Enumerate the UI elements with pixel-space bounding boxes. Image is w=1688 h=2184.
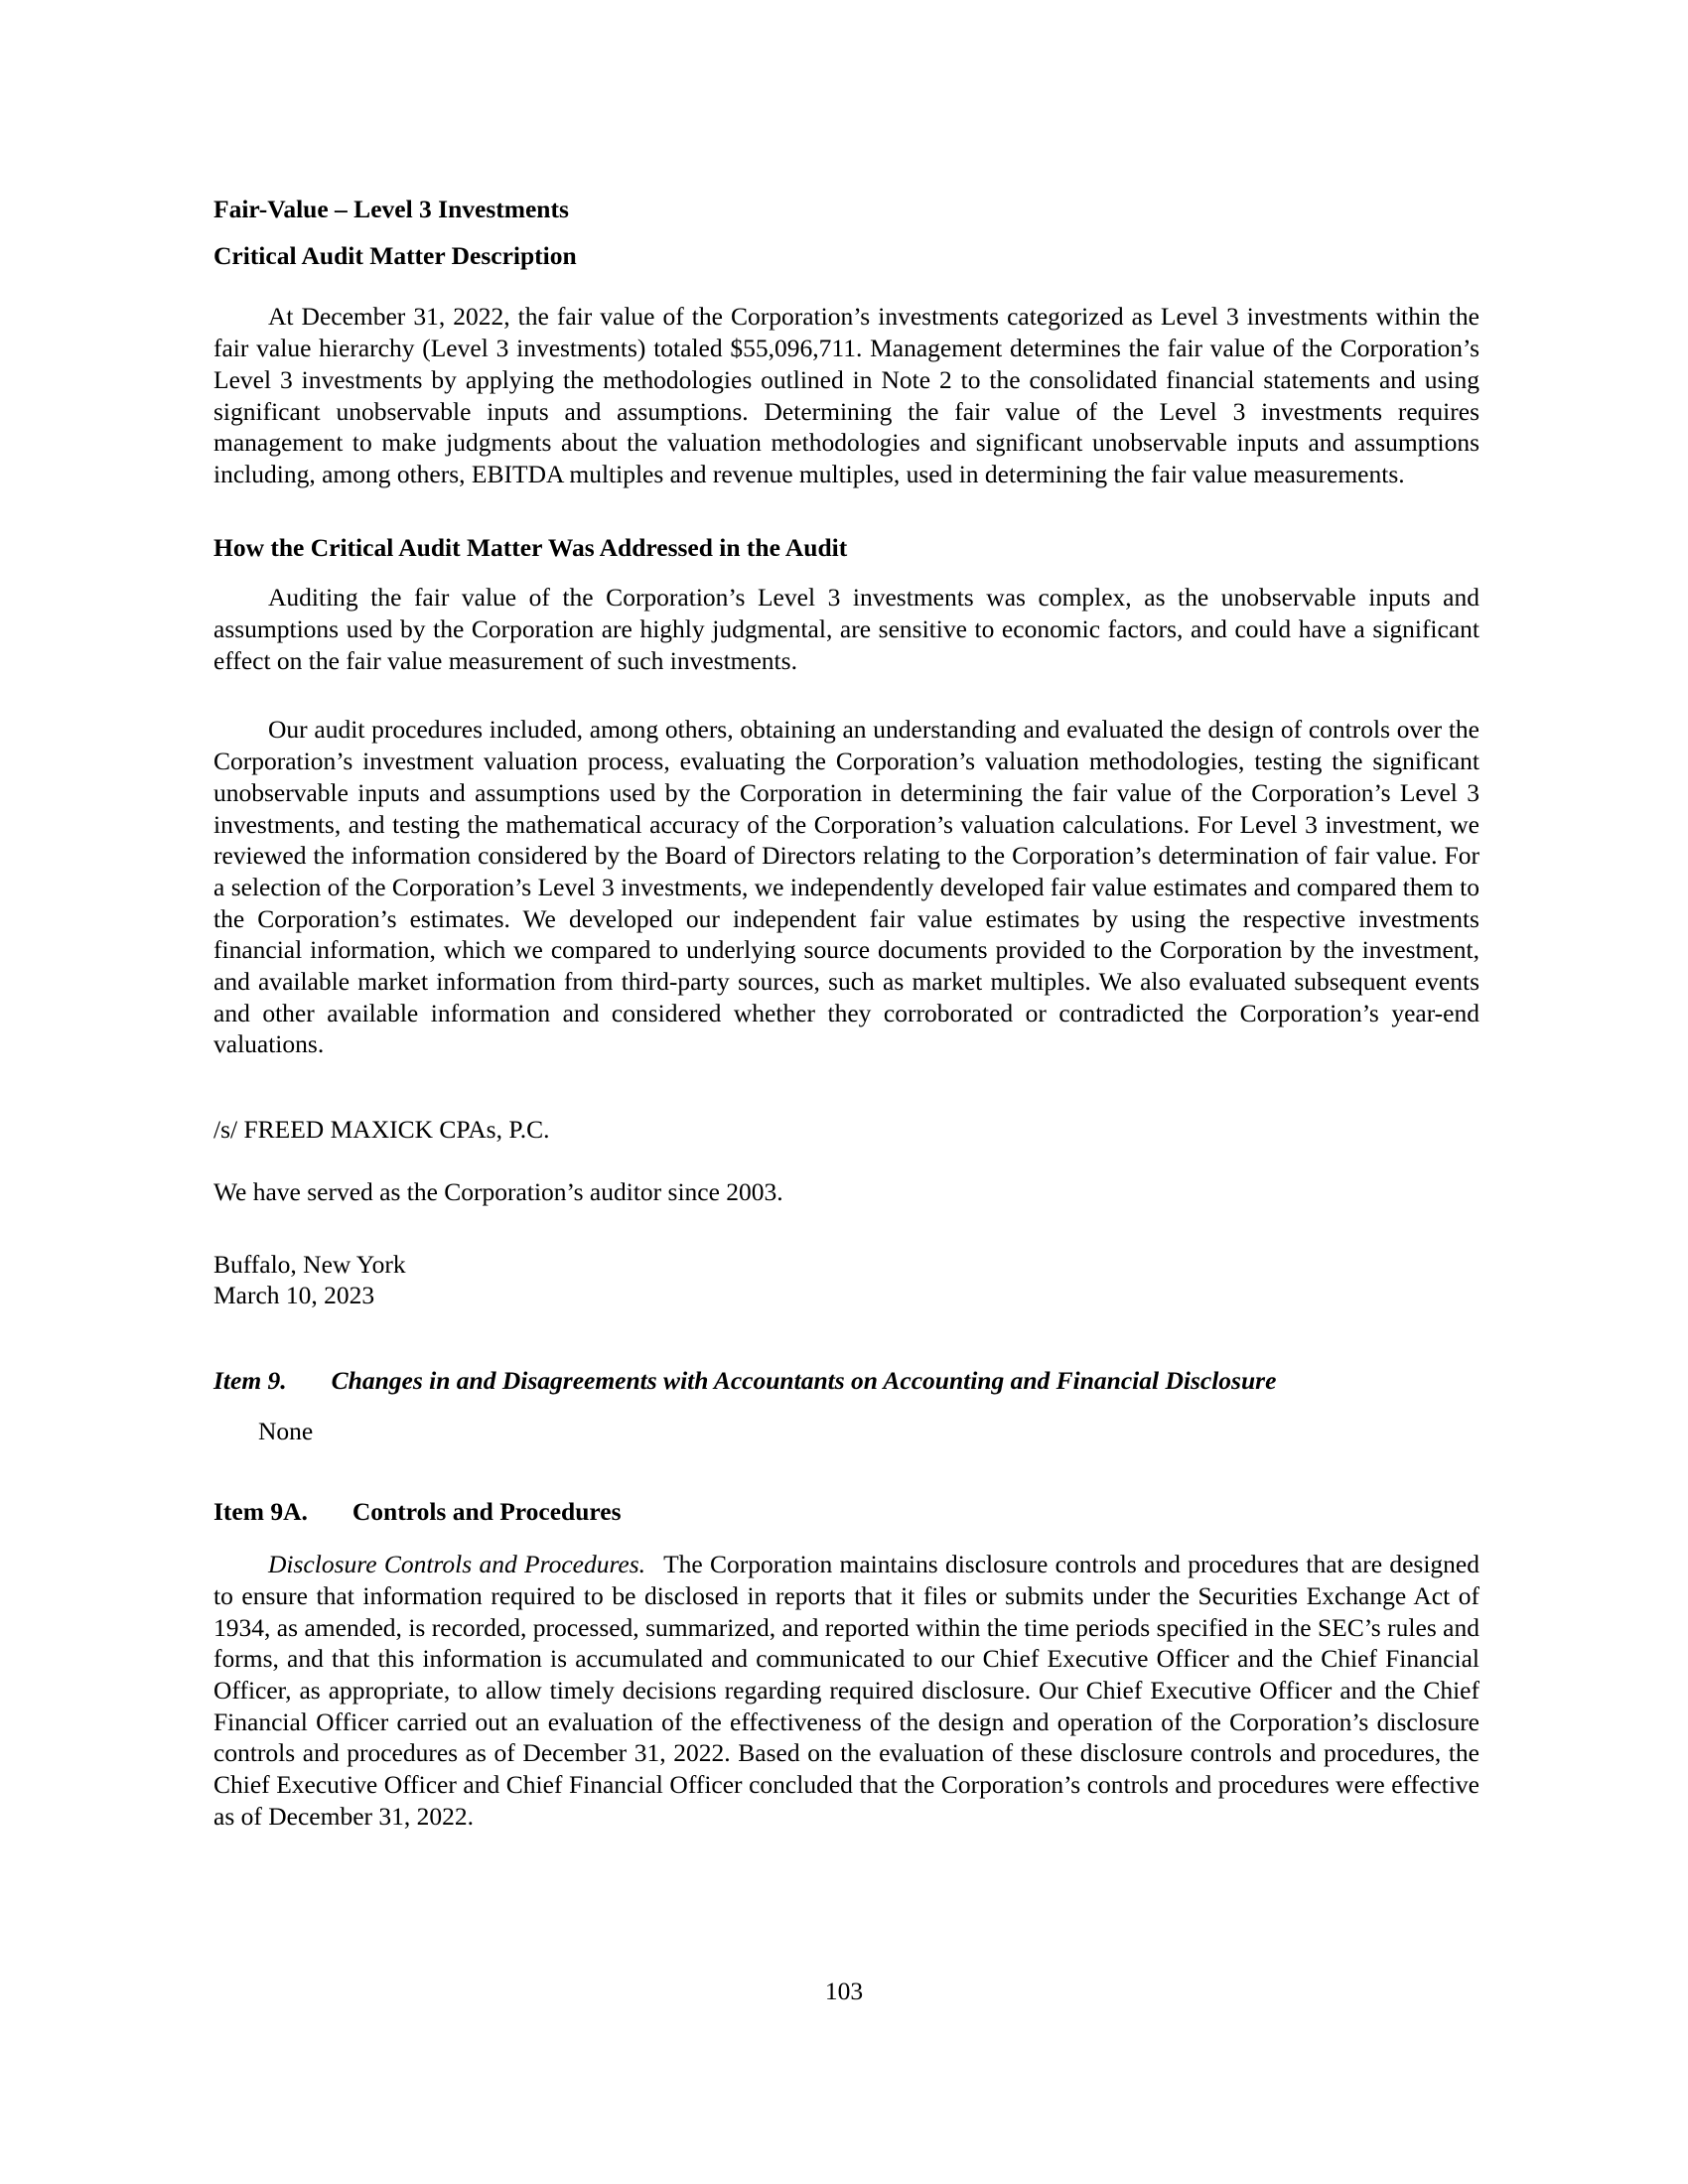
signature-city-line: Buffalo, New York — [213, 1249, 406, 1279]
page-number: 103 — [824, 1977, 864, 2005]
heading-how-addressed-in-audit: How the Critical Audit Matter Was Addressed in the Audit — [213, 532, 848, 562]
auditor-tenure-line: We have served as the Corporation’s auditor since 2003. — [213, 1176, 783, 1206]
heading-fair-value-level3: Fair-Value – Level 3 Investments — [213, 195, 569, 223]
item-9a-title: Controls and Procedures — [352, 1497, 622, 1527]
heading-item-9 — [213, 1365, 1479, 1397]
heading-critical-audit-matter-description: Critical Audit Matter Description — [213, 240, 577, 270]
paragraph-critical-audit-matter: At December 31, 2022, the fair value of the Corporation’s investments categorized as Level 3 investments within the fair value hierarchy (Level 3 investments) totaled $55,096,711. Management determines the fair value of the Corporation’s Level 3 investments by applying the methodologies outlined in Note 2 to the consolidated financial statements and using significant unobservable inputs and assumptions. Determining the fair value of the Level 3 investments requires management to make judgments about the valuation methodologies and significant unobservable inputs and assumptions including, among others, EBITDA multiples and revenue multiples, used in determining the fair value measurements. — [213, 302, 1479, 488]
paragraph-audit-procedures: Our audit procedures included, among others, obtaining an understanding and evaluated the design of controls over the Corporation’s investment valuation process, evaluating the Corporation’s valuation methodologies, testing the significant unobservable inputs and assumptions used by the Corporation in determining the fair value of the Corporation’s Level 3 investments, and testing the mathematical accuracy of the Corporation’s valuation calculations. For Level 3 investment, we reviewed the information considered by the Board of Directors relating to the Corporation’s determination of fair value. For a selection of the Corporation’s Level 3 investments, we independently developed fair value estimates and compared them to the Corporation’s estimates. We developed our independent fair value estimates by using the respective investments financial information, which we compared to underlying source documents provided to the Corporation by the investment, and available market information from third-party sources, such as market multiples. We also evaluated subsequent events and other available information and considered whether they corroborated or contradicted the Corporation’s year-end valuations. — [213, 715, 1479, 1059]
item-9a-label: Item 9A. — [213, 1497, 308, 1527]
disclosure-controls-lead: Disclosure Controls and Procedures. — [268, 1550, 646, 1579]
auditor-signature-line: /s/ FREED MAXICK CPAs, P.C. — [213, 1115, 550, 1145]
paragraph-audit-complexity: Auditing the fair value of the Corporation’s Level 3 investments was complex, as the unobservable inputs and assumptions used by the Corporation are highly judgmental, are sensitive to economic factors, and could have a significant effect on the fair value measurement of such investments. — [213, 583, 1479, 675]
item-9-body: None — [258, 1416, 314, 1445]
document-page-content — [213, 194, 1479, 1832]
item-9-label: Item 9. — [213, 1365, 287, 1395]
signature-place-date-block — [213, 1249, 1479, 1311]
item-9-title: Changes in and Disagreements with Accountants on Accounting and Financial Disclosure — [331, 1365, 1277, 1395]
heading-item-9a — [213, 1496, 1479, 1528]
signature-date-line: March 10, 2023 — [213, 1281, 375, 1310]
paragraph-disclosure-controls — [213, 1549, 1479, 1832]
disclosure-controls-body: The Corporation maintains disclosure controls and procedures that are designed to ensure that information required to be disclosed in reports that it files or submits under the Securities Exchange Act of 1934, as amended, is recorded, processed, summarized, and reported within the time periods specified in the SEC’s rules and forms, and that this information is accumulated and communicated to our Chief Executive Officer and the Chief Financial Officer, as appropriate, to allow timely decisions regarding required disclosure. Our Chief Executive Officer and the Chief Financial Officer carried out an evaluation of the effectiveness of the design and operation of the Corporation’s disclosure controls and procedures as of December 31, 2022. Based on the evaluation of these disclosure controls and procedures, the Chief Executive Officer and Chief Financial Officer concluded that the Corporation’s controls and procedures were effective as of December 31, 2022. — [213, 1550, 1479, 1831]
